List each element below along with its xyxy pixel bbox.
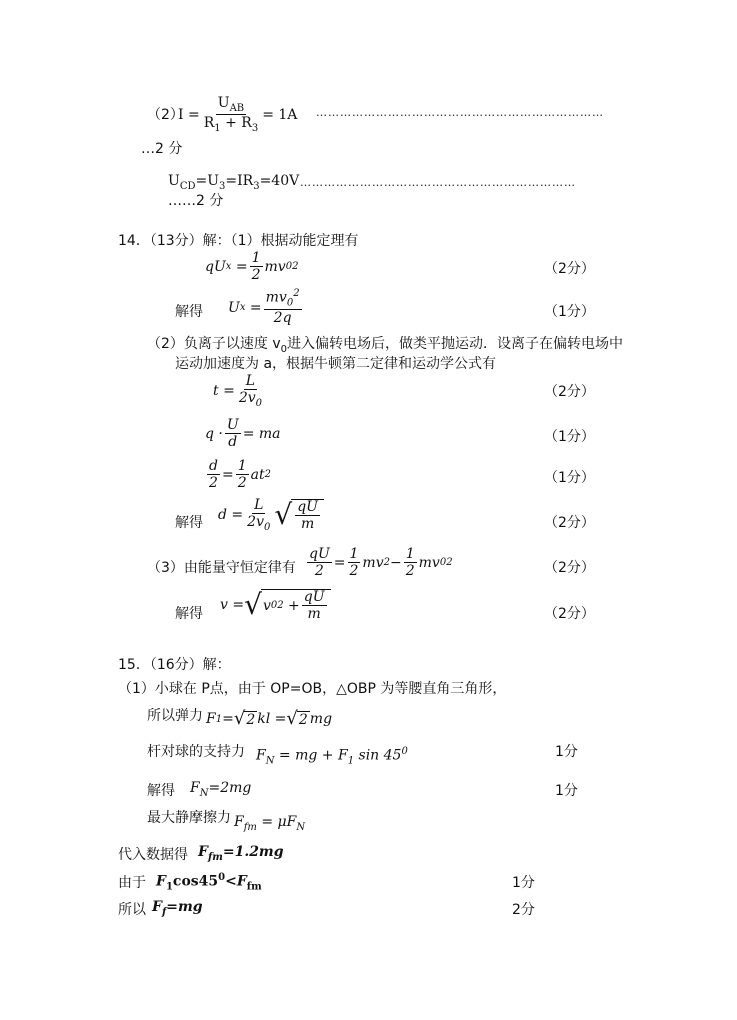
q15-elastic-label: 所以弹力	[147, 708, 203, 724]
q14-eq8-score: （2分）	[544, 606, 595, 622]
leader-dots-1: ………………………………………………………………	[316, 106, 604, 119]
q15-static-equation: $F_{fm} = \mu F_N$	[234, 814, 306, 833]
q14-part2-text-line1: （2）负离子以速度 $v_0$进入偏转电场后，做类平抛运动．设离子在偏转电场中	[147, 336, 624, 355]
q15-solve-equation: $F_N=2mg$	[190, 780, 252, 799]
score-2: ……2 分	[168, 193, 224, 209]
q14-solve1-label: 解得	[175, 304, 203, 320]
q15-support-label: 杆对球的支持力	[147, 744, 245, 760]
q15-part1-text: （1）小球在 P点，由于 OP=OB，△OBP 为等腰直角三角形，	[118, 681, 507, 697]
q14-eq3: t = $\frac{L}{2v_0}$	[213, 373, 263, 409]
q14-eq2-score: （1分）	[544, 304, 595, 320]
q14-solve3-label: 解得	[175, 606, 203, 622]
q15-since-label: 由于	[118, 875, 146, 891]
q15-support-score: 1分	[555, 744, 578, 760]
q14-eq5-score: （1分）	[544, 470, 595, 486]
q14-solve2-label: 解得	[175, 515, 203, 531]
score-1: …2 分	[141, 141, 183, 157]
q14-eq4: q · $\frac{U}{d}$ = ma	[205, 417, 281, 450]
q15-so-equation: $F_f=mg$	[152, 899, 203, 918]
q13-ucd-equation: $U_{CD}=U_3=IR_3=40V$	[168, 173, 300, 192]
q14-eq6-score: （2分）	[544, 515, 595, 531]
q15-since-score: 1分	[512, 875, 535, 891]
q14-eq4-score: （1分）	[544, 429, 595, 445]
q15-header: 15．（16分）解：	[118, 657, 231, 673]
q14-eq1: qU x = $\frac{1}{2}$ mv 0 2	[205, 250, 299, 283]
q15-static-label: 最大静摩擦力	[147, 810, 231, 826]
q15-so-score: 2分	[512, 902, 535, 918]
q14-eq1-score: （2分）	[544, 261, 595, 277]
q13-current-equation: I = $\frac{U_{AB}}{R_1 + R_3}$ = 1A	[178, 95, 298, 135]
q15-since-equation: $F_1\cos 45^0<F_{fm}$	[156, 872, 262, 893]
q14-part2-text-line2: 运动加速度为 a，根据牛顿第二定律和运动学公式有	[175, 356, 497, 372]
q14-eq2: U x = $\frac{mv_0^2}{2q}$	[228, 288, 300, 326]
q14-eq7-score: （2分）	[544, 560, 595, 576]
q14-eq8: v = √ v 0 2 + $\frac{qU}{m}$	[220, 589, 331, 622]
q15-support-equation: $F_N$ = mg + $F_1$ $\sin 45^0$	[256, 746, 408, 767]
q14-eq6: d = $\frac{L}{2v_0}$ √ $\frac{qU}{m}$	[218, 498, 324, 533]
q15-solve-label: 解得	[147, 783, 175, 799]
q14-eq3-score: （2分）	[544, 384, 595, 400]
q15-elastic-equation: F 1 = √ 2 kl = √ 2 mg	[206, 708, 333, 729]
q14-part3-text: （3）由能量守恒定律有	[147, 560, 296, 576]
q15-substitute-label: 代入数据得	[118, 847, 188, 863]
q15-so-label: 所以	[118, 902, 146, 918]
q15-substitute-equation: $F_{fm}=1.2mg$	[198, 844, 284, 863]
q14-eq7: $\frac{qU}{2}$ = $\frac{1}{2}$ mv 2 − $\frac{1}{2}$ mv 0 2	[309, 546, 453, 579]
q14-header: 14．（13分）解：（1）根据动能定理有	[118, 233, 359, 249]
leader-dots-2: ……………………………………………………………	[300, 176, 576, 189]
q13-part2-label: （2）	[147, 107, 184, 123]
current-fraction: $\frac{U_{AB}}{R_1 + R_3}$	[203, 95, 259, 135]
q15-solve-score: 1分	[555, 783, 578, 799]
q14-eq5: $\frac{d}{2}$ = $\frac{1}{2}$ at 2	[209, 458, 271, 491]
